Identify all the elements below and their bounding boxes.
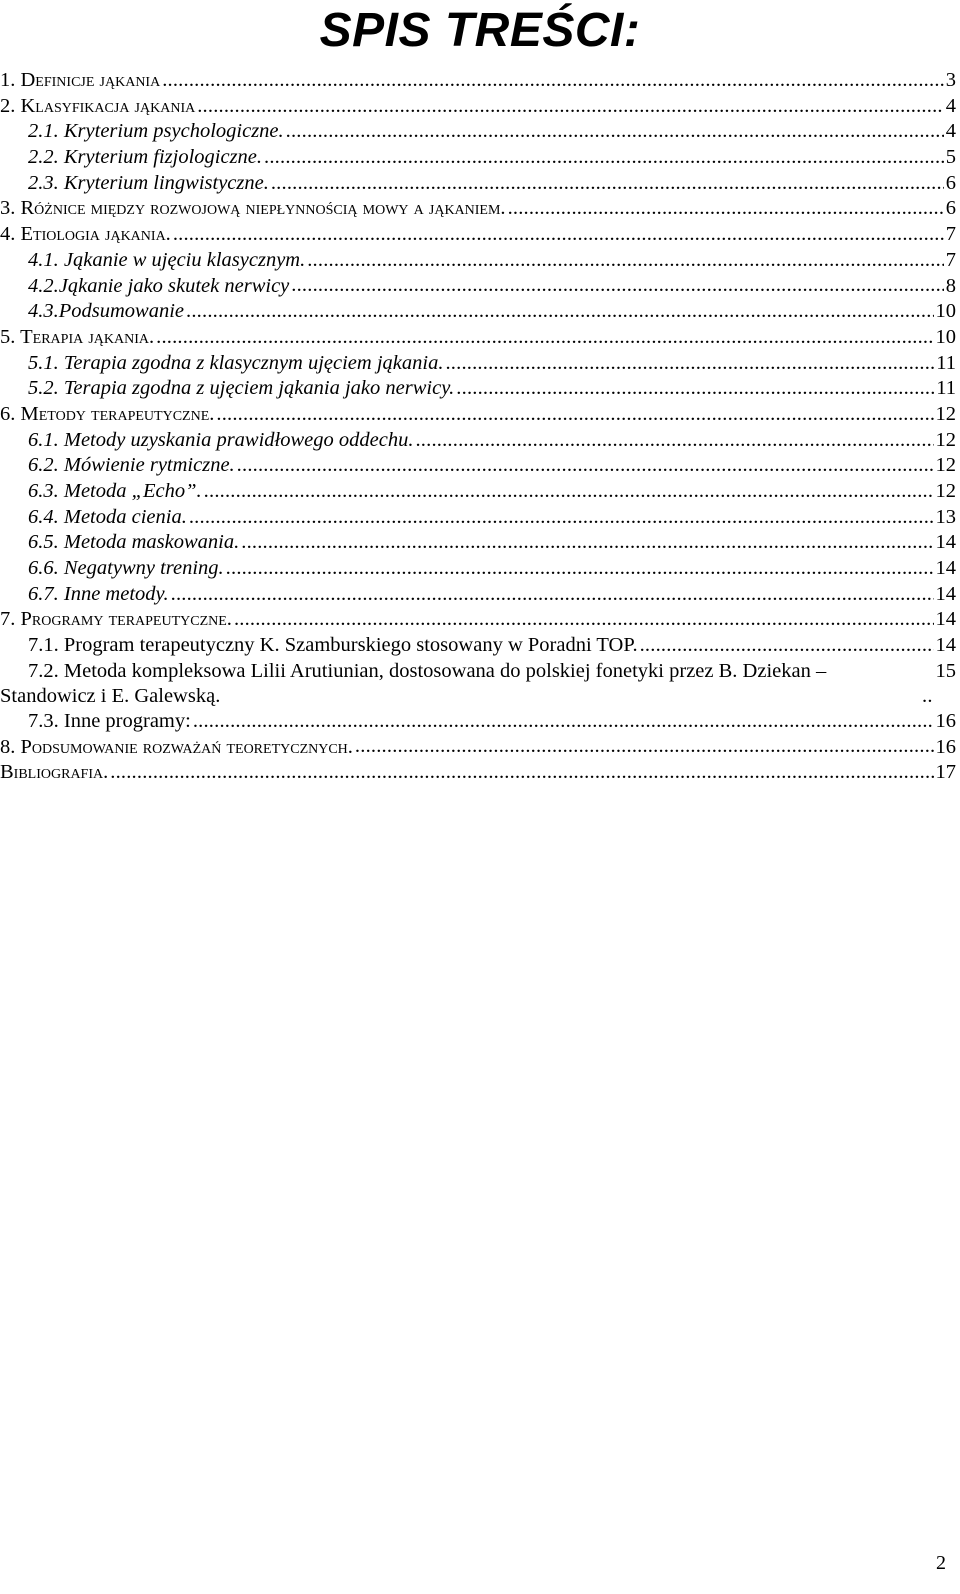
toc-entry-text: 6. Metody terapeutyczne. [0, 402, 215, 425]
toc-dot-leader [286, 119, 944, 145]
toc-entry-text: 2.1. Kryterium psychologiczne. [28, 120, 284, 143]
toc-page-number: 6 [945, 171, 956, 194]
toc-entry-6-5[interactable] [0, 530, 960, 556]
toc-dot-leader [216, 402, 933, 428]
toc-page-number: 12 [935, 428, 956, 451]
toc-entry-text: 4. Etiologia jąkania. [0, 223, 171, 246]
toc-page-number: 14 [935, 582, 956, 605]
toc-entry-4-3[interactable] [0, 299, 960, 325]
toc-entry-6-7[interactable] [0, 582, 960, 608]
toc-entry-text: 5.2. Terapia zgodna z ujęciem jąkania jako nerwicy. [28, 377, 455, 400]
toc-entry-text: 6.4. Metoda cienia. [28, 505, 187, 528]
toc-entry-text: 5. Terapia jąkania. [0, 325, 155, 348]
toc-entry-6-3[interactable] [0, 479, 960, 505]
toc-entry-6-1[interactable] [0, 428, 960, 454]
toc-entry-6-2[interactable] [0, 453, 960, 479]
toc-page-number: 7 [945, 223, 956, 246]
toc-dot-leader [162, 68, 944, 94]
toc-entry-4-2[interactable] [0, 274, 960, 300]
toc-entry-text: 3. Różnice między rozwojową niepłynnością mowy a jąkaniem. [0, 197, 506, 220]
toc-entry-text: 6.7. Inne metody. [28, 582, 169, 605]
toc-entry-text: 6.2. Mówienie rytmiczne. [28, 454, 235, 477]
page-title: SPIS TREŚCI: [319, 4, 641, 57]
toc-page-number: 7 [945, 248, 956, 271]
toc-dot-leader [307, 248, 944, 274]
toc-page-number: 3 [945, 69, 956, 91]
toc-dot-leader [186, 299, 933, 325]
toc-dot-leader [271, 171, 944, 197]
toc-entry-6-6[interactable] [0, 556, 960, 582]
toc-entry-8[interactable] [0, 735, 960, 761]
toc-entry-text: 6.1. Metody uzyskania prawidłowego oddechu. [28, 428, 414, 451]
toc-entry-text: 4.3.Podsumowanie [28, 300, 185, 323]
toc-dot-leader [456, 376, 934, 402]
toc-page-number: 15 [935, 659, 956, 682]
toc-entry-text: 2.2. Kryterium fizjologiczne. [28, 146, 263, 169]
toc-entry-2[interactable] [0, 94, 960, 120]
toc-dot-leader [291, 273, 943, 299]
toc-entry-text: 7.2. Metoda kompleksowa Lilii Arutiunian, dostosowana do polskiej fonetyki przez B. Dziekan – Standowicz i E. Galewską. [0, 659, 827, 707]
toc-dot-leader [226, 556, 934, 582]
toc-dot-leader [241, 530, 933, 556]
toc-entry-text: 6.5. Metoda maskowania. [28, 531, 240, 554]
toc-dot-leader [110, 760, 933, 786]
toc-entry-1[interactable] [0, 68, 960, 94]
toc-entry-4[interactable] [0, 222, 960, 248]
toc-page-number: 12 [935, 402, 956, 425]
toc-entry-7[interactable] [0, 607, 960, 633]
toc-page-number: 12 [935, 454, 956, 477]
toc-dot-leader [237, 453, 934, 479]
toc-page-number: 8 [945, 274, 956, 297]
toc-page-number: 5 [945, 146, 956, 169]
toc-dot-leader [173, 222, 944, 248]
toc-page-number: 12 [935, 480, 956, 502]
page-number: 2 [936, 1552, 946, 1574]
toc-entry-text: 7. Programy terapeutyczne. [0, 608, 232, 631]
toc-page-number: 16 [935, 735, 956, 758]
toc-page-number: 14 [935, 531, 956, 554]
toc-entry-6-4[interactable] [0, 505, 960, 531]
toc-dot-leader [234, 607, 934, 633]
toc-page-number: 11 [936, 377, 956, 400]
toc-entry-text: 2.3. Kryterium lingwistyczne. [28, 171, 269, 194]
toc-page-number: 4 [945, 94, 956, 117]
toc-dot-leader [508, 196, 944, 222]
toc-dot-leader [204, 479, 934, 505]
toc-dot-leader [415, 428, 933, 454]
toc-entry-text: 1. Definicje jąkania [0, 69, 161, 91]
toc-entry-text: 7.3. Inne programy: [28, 709, 191, 732]
toc-entry-text: 5.1. Terapia zgodna z klasycznym ujęciem jąkania. [28, 351, 444, 374]
toc-entry-2-2[interactable] [0, 145, 960, 171]
toc-page-number: 13 [935, 505, 956, 528]
toc-dot-leader [193, 709, 934, 735]
toc-dot-leader [189, 505, 934, 531]
toc-entry-5-2[interactable] [0, 376, 960, 402]
toc-page-number: 14 [935, 557, 956, 580]
toc-dot-leader [922, 684, 934, 709]
toc-dot-leader [171, 582, 934, 608]
toc-entry-7-3[interactable] [0, 709, 960, 735]
toc-entry-text: Bibliografia. [0, 761, 109, 784]
toc-entry-text: 4.1. Jąkanie w ujęciu klasycznym. [28, 248, 306, 271]
toc-dot-leader [640, 633, 934, 659]
toc-page-number: 4 [945, 120, 956, 143]
toc-page-number: 10 [935, 300, 956, 323]
toc-entry-text: 6.3. Metoda „Echo”. [28, 480, 202, 502]
toc-dot-leader [156, 325, 933, 351]
toc-entry-7-1[interactable] [0, 633, 960, 659]
toc-entry-text: 7.1. Program terapeutyczny K. Szamburskiego stosowany w Poradni TOP. [28, 634, 638, 657]
toc-entry-5-1[interactable] [0, 351, 960, 377]
toc-entry-text: 6.6. Negatywny trening. [28, 557, 224, 580]
toc-page-number: 16 [935, 709, 956, 732]
toc-entry-2-3[interactable] [0, 171, 960, 197]
toc-entry-text: 4.2.Jąkanie jako skutek nerwicy [28, 274, 290, 297]
toc-entry-7-2[interactable] [0, 659, 960, 709]
toc-page-number: 14 [935, 634, 956, 657]
toc-entry-bibliography[interactable] [0, 760, 960, 786]
toc-dot-leader [264, 145, 944, 171]
toc-entry-text: 2. Klasyfikacja jąkania [0, 94, 196, 117]
toc-dot-leader [355, 734, 934, 760]
toc-page-number: 10 [935, 325, 956, 348]
toc-entry-4-1[interactable] [0, 248, 960, 274]
table-of-contents [0, 68, 960, 786]
toc-page-number: 11 [936, 351, 956, 374]
toc-entry-2-1[interactable] [0, 119, 960, 145]
toc-page-number: 6 [945, 197, 956, 220]
toc-entry-6[interactable] [0, 402, 960, 428]
toc-entry-3[interactable] [0, 196, 960, 222]
toc-page-number: 14 [935, 608, 956, 631]
toc-dot-leader [445, 351, 934, 377]
toc-entry-text: 8. Podsumowanie rozważań teoretycznych. [0, 735, 353, 758]
toc-dot-leader [197, 94, 944, 120]
toc-entry-5[interactable] [0, 325, 960, 351]
toc-page-number: 17 [935, 761, 956, 784]
